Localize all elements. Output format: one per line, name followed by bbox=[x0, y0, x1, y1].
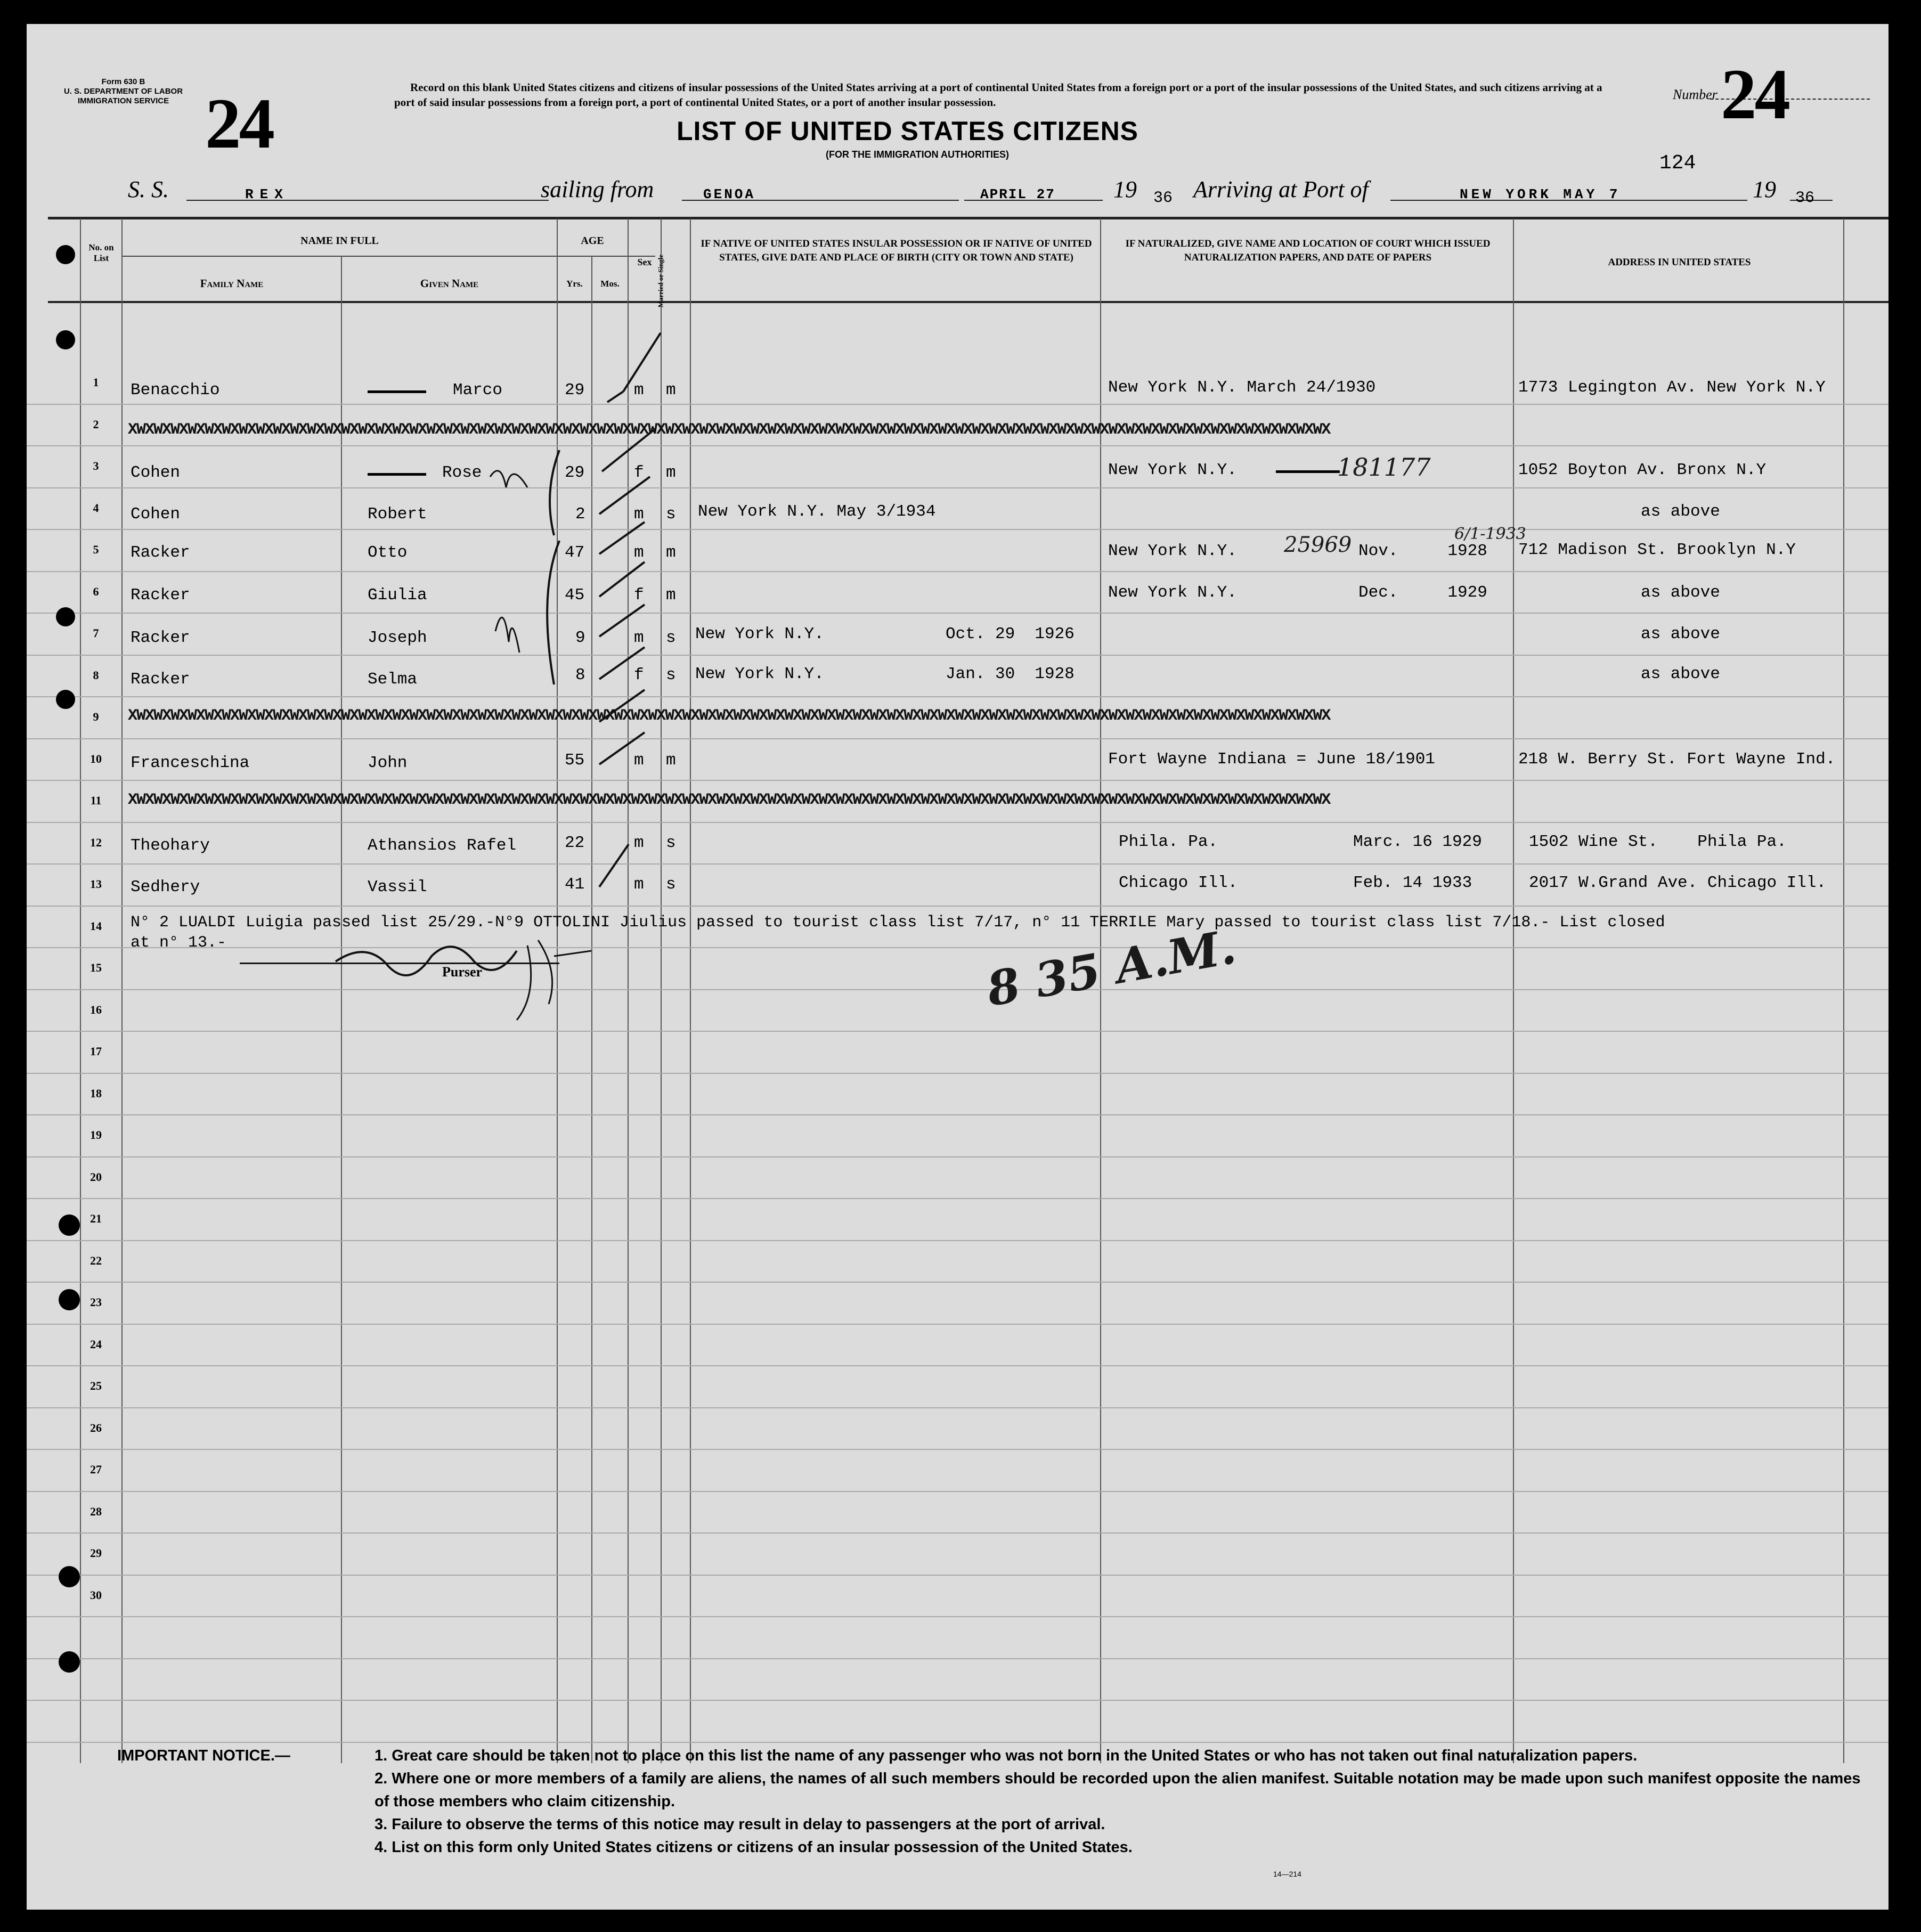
sex: f bbox=[634, 586, 644, 605]
port-to: NEW YORK MAY 7 bbox=[1460, 186, 1621, 202]
row-rule bbox=[27, 906, 1889, 907]
row-rule bbox=[27, 1031, 1889, 1032]
row-rule bbox=[27, 655, 1889, 656]
sex: m bbox=[634, 751, 644, 770]
year-prefix-to: 19 bbox=[1753, 176, 1776, 202]
col-mos: Mos. bbox=[600, 279, 620, 289]
row-rule bbox=[27, 1365, 1889, 1366]
sex: m bbox=[634, 834, 644, 852]
punch-hole bbox=[56, 607, 75, 626]
check-marks bbox=[591, 312, 666, 924]
naturalization: Fort Wayne Indiana = June 18/1901 bbox=[1108, 750, 1435, 769]
crossed-row-2: XWXWXWXWXWXWXWXWXWXWXWXWXWXWXWXWXWXWXWXWXWXWXWXWXWXWXWXWXWXWXWXWXWXWXWXWXWXWXWXWXWXWXWXWXWXWXWXWXWXWXWXWXWXWXWXWXWXWXWXWXWXWXWXWXWXWXWXWXWXWX bbox=[128, 421, 1330, 439]
given-name: Selma bbox=[368, 670, 418, 689]
row-rule bbox=[27, 1575, 1889, 1576]
row-rule bbox=[27, 1532, 1889, 1534]
punch-hole bbox=[56, 690, 75, 709]
row-rule bbox=[27, 1240, 1889, 1241]
age-group-rule bbox=[559, 256, 629, 257]
marital-status: m bbox=[666, 463, 676, 482]
given-name: Athansios Rafel bbox=[368, 836, 517, 855]
punch-hole bbox=[59, 1214, 80, 1236]
page-number: 124 bbox=[1659, 152, 1696, 175]
col-no-on-list: No. on List bbox=[88, 242, 114, 263]
sex: m bbox=[634, 505, 644, 524]
marital-status: m bbox=[666, 751, 676, 770]
col-yrs: Yrs. bbox=[566, 279, 583, 289]
col-age: AGE bbox=[581, 235, 604, 247]
department: U. S. DEPARTMENT OF LABOR bbox=[64, 87, 183, 96]
age: 45 bbox=[565, 586, 585, 605]
closing-note-line2: at n° 13.- bbox=[131, 934, 227, 952]
naturalization: New York N.Y. March 24/1930 bbox=[1108, 378, 1376, 397]
age: 41 bbox=[565, 875, 585, 894]
column-rule-native bbox=[690, 218, 691, 1763]
row-number: 9 bbox=[93, 710, 99, 723]
row-number: 8 bbox=[93, 668, 99, 682]
sex: m bbox=[634, 875, 644, 894]
date-from: APRIL 27 bbox=[980, 186, 1055, 202]
naturalization: New York N.Y. bbox=[1108, 542, 1237, 560]
strike-given-1 bbox=[368, 390, 426, 393]
column-rule-end bbox=[1843, 218, 1844, 1763]
row-number: 13 bbox=[90, 877, 102, 891]
table-header-rule bbox=[48, 301, 1889, 303]
row-number: 22 bbox=[90, 1253, 102, 1267]
crossed-row-11: XWXWXWXWXWXWXWXWXWXWXWXWXWXWXWXWXWXWXWXWXWXWXWXWXWXWXWXWXWXWXWXWXWXWXWXWXWXWXWXWXWXWXWXWXWXWXWXWXWXWXWXWXWXWXWXWXWXWXWXWXWXWXWXWXWXWXWXWXWXWX bbox=[128, 791, 1330, 809]
birth-date: Jan. 30 1928 bbox=[946, 665, 1075, 683]
col-married-single: Married or Single bbox=[656, 254, 665, 308]
column-rule-family bbox=[121, 218, 123, 1763]
notice-item: 4. List on this form only United States citizens or citizens of an insular possession of the United States. bbox=[375, 1839, 1133, 1856]
address: 712 Madison St. Brooklyn N.Y bbox=[1518, 541, 1796, 559]
row-number: 26 bbox=[90, 1421, 102, 1434]
col-naturalized: IF NATURALIZED, GIVE NAME AND LOCATION OF COURT WHICH ISSUED NATURALIZATION PAPERS, AND DATE OF PAPERS bbox=[1125, 238, 1491, 263]
row-rule bbox=[27, 529, 1889, 530]
given-name: Rose bbox=[442, 463, 482, 482]
row-number: 16 bbox=[90, 1002, 102, 1016]
row-number: 1 bbox=[93, 376, 99, 389]
row-number: 20 bbox=[90, 1170, 102, 1184]
row-rule bbox=[27, 1198, 1889, 1199]
year-to: 36 bbox=[1795, 189, 1815, 207]
row-number: 14 bbox=[90, 919, 102, 933]
arriving-label: Arriving at Port of bbox=[1193, 176, 1369, 202]
row-rule bbox=[27, 989, 1889, 990]
col-native: IF NATIVE OF UNITED STATES INSULAR POSSESSION OR IF NATIVE OF UNITED STATES, GIVE DATE AND PLACE OF BIRTH (CITY OR TOWN AND STATE) bbox=[701, 238, 1092, 263]
naturalization-date: Nov. 1928 bbox=[1358, 542, 1487, 560]
address: 1773 Legington Av. New York N.Y bbox=[1518, 378, 1826, 397]
print-code: 14—214 bbox=[1273, 1870, 1301, 1878]
closing-note-line1: N° 2 LUALDI Luigia passed list 25/29.-N°9 OTTOLINI Jiulius passed to tourist class list 7/17, n° 11 TERRILE Mary passed to tourist class list 7/18.- List closed bbox=[131, 914, 1665, 932]
strike-nat-3 bbox=[1276, 470, 1340, 473]
number-label: Number bbox=[1673, 87, 1717, 102]
row-rule bbox=[27, 1407, 1889, 1408]
row-number: 12 bbox=[90, 835, 102, 849]
row-rule bbox=[27, 1449, 1889, 1450]
given-name: Giulia bbox=[368, 586, 427, 605]
naturalization-date: Feb. 14 1933 bbox=[1353, 874, 1472, 892]
notice-item: 3. Failure to observe the terms of this notice may result in delay to passengers at the port of arrival. bbox=[375, 1816, 1105, 1833]
col-name-in-full: NAME IN FULL bbox=[300, 235, 379, 247]
row-rule bbox=[27, 1156, 1889, 1157]
row-rule bbox=[27, 571, 1889, 572]
row-number: 18 bbox=[90, 1086, 102, 1100]
age: 8 bbox=[575, 666, 585, 684]
purser-label: Purser bbox=[442, 964, 483, 980]
given-name: John bbox=[368, 754, 408, 772]
age: 29 bbox=[565, 381, 585, 400]
port-from: GENOA bbox=[703, 186, 756, 202]
handwritten-nat-date: 6/1-1933 bbox=[1454, 525, 1526, 543]
row-rule bbox=[27, 1114, 1889, 1115]
birth-date: Oct. 29 1926 bbox=[946, 625, 1075, 643]
row-rule bbox=[27, 1658, 1889, 1659]
age: 9 bbox=[575, 629, 585, 647]
handwritten-brackets bbox=[479, 439, 575, 695]
notice-item: 1. Great care should be taken not to place on this list the name of any passenger who was not born in the United States or who has not taken out final naturalization papers. bbox=[375, 1747, 1638, 1764]
row-rule bbox=[27, 404, 1889, 405]
ship-underline bbox=[186, 200, 549, 201]
naturalization: New York N.Y. bbox=[1108, 461, 1237, 479]
marital-status: s bbox=[666, 629, 676, 647]
punch-hole bbox=[56, 330, 75, 349]
row-number: 25 bbox=[90, 1379, 102, 1392]
row-rule bbox=[27, 947, 1889, 948]
form-number: Form 630 B bbox=[101, 77, 145, 86]
naturalization: Chicago Ill. bbox=[1119, 874, 1238, 892]
notice-item: 2. Where one or more members of a family are aliens, the names of all such members should be recorded upon the alien manifest. Suitable notation may be made upon such manifest opposite the names of those members who claim citizenship. bbox=[375, 1770, 1861, 1810]
row-rule bbox=[27, 863, 1889, 865]
row-number: 10 bbox=[90, 752, 102, 765]
birth-place: New York N.Y. bbox=[695, 625, 824, 643]
age: 2 bbox=[575, 505, 585, 524]
row-number: 28 bbox=[90, 1504, 102, 1518]
row-number: 21 bbox=[90, 1212, 102, 1225]
stamp-number-right: 24 bbox=[1721, 55, 1788, 134]
col-sex: Sex bbox=[637, 257, 652, 267]
sex: f bbox=[634, 463, 644, 482]
row-rule bbox=[27, 1073, 1889, 1074]
row-number: 24 bbox=[90, 1337, 102, 1351]
row-rule bbox=[27, 445, 1889, 446]
row-rule bbox=[27, 487, 1889, 488]
naturalization-date: Marc. 16 1929 bbox=[1353, 833, 1482, 851]
naturalization-date: Dec. 1929 bbox=[1358, 583, 1487, 602]
punch-hole bbox=[59, 1566, 80, 1587]
row-rule bbox=[27, 1282, 1889, 1283]
row-number: 4 bbox=[93, 501, 99, 515]
age: 55 bbox=[565, 751, 585, 770]
address: as above bbox=[1641, 665, 1720, 683]
given-name: Robert bbox=[368, 505, 427, 524]
birth-place: New York N.Y. bbox=[695, 665, 824, 683]
address: 1052 Boyton Av. Bronx N.Y bbox=[1518, 461, 1767, 479]
year-from: 36 bbox=[1153, 189, 1173, 207]
handwritten-nat-number: 181177 bbox=[1337, 453, 1431, 482]
punch-hole bbox=[59, 1289, 80, 1310]
family-name: Franceschina bbox=[131, 754, 250, 772]
row-rule bbox=[27, 738, 1889, 739]
marital-status: m bbox=[666, 543, 676, 562]
birth-place: New York N.Y. May 3/1934 bbox=[698, 502, 936, 521]
crossed-row-9: XWXWXWXWXWXWXWXWXWXWXWXWXWXWXWXWXWXWXWXWXWXWXWXWXWXWXWXWXWXWXWXWXWXWXWXWXWXWXWXWXWXWXWXWXWXWXWXWXWXWXWXWXWXWXWXWXWXWXWXWXWXWXWXWXWXWXWXWXWXWX bbox=[128, 707, 1330, 725]
family-name: Cohen bbox=[131, 463, 181, 482]
sex: m bbox=[634, 381, 644, 400]
table-top-rule bbox=[48, 217, 1889, 219]
address: as above bbox=[1641, 583, 1720, 602]
form-identifier bbox=[64, 77, 183, 106]
service: IMMIGRATION SERVICE bbox=[77, 96, 169, 105]
row-number: 2 bbox=[93, 417, 99, 431]
row-number: 19 bbox=[90, 1128, 102, 1142]
row-rule bbox=[27, 1324, 1889, 1325]
col-given-name: Given Name bbox=[420, 277, 479, 290]
marital-status: s bbox=[666, 875, 676, 894]
column-rule-address bbox=[1513, 218, 1514, 1763]
row-number: 7 bbox=[93, 626, 99, 640]
row-rule bbox=[27, 822, 1889, 823]
punch-hole bbox=[56, 245, 75, 264]
ss-label: S. S. bbox=[128, 176, 169, 202]
row-number: 11 bbox=[90, 794, 102, 807]
marital-status: s bbox=[666, 834, 676, 852]
punch-hole bbox=[59, 1651, 80, 1673]
notice-title: IMPORTANT NOTICE.— bbox=[117, 1747, 290, 1764]
row-number: 29 bbox=[90, 1546, 102, 1560]
handwritten-nat-number-2: 25969 bbox=[1284, 533, 1352, 557]
address: as above bbox=[1641, 625, 1720, 643]
row-rule bbox=[27, 1616, 1889, 1617]
family-name: Racker bbox=[131, 670, 190, 689]
stamp-number-left: 24 bbox=[205, 84, 273, 164]
sex: f bbox=[634, 666, 644, 684]
row-number: 23 bbox=[90, 1295, 102, 1309]
marital-status: s bbox=[666, 666, 676, 684]
row-rule bbox=[27, 1742, 1889, 1743]
page-subtitle: (FOR THE IMMIGRATION AUTHORITIES) bbox=[826, 149, 1009, 160]
family-name: Sedhery bbox=[131, 878, 200, 896]
sailing-label: sailing from bbox=[541, 176, 654, 202]
page-title: LIST OF UNITED STATES CITIZENS bbox=[677, 116, 1139, 146]
ship-name: REX bbox=[245, 186, 289, 202]
row-rule bbox=[27, 696, 1889, 697]
address: 218 W. Berry St. Fort Wayne Ind. bbox=[1518, 750, 1836, 769]
family-name: Cohen bbox=[131, 505, 181, 524]
inspector-time: 8 35 A.M. bbox=[982, 918, 1240, 1017]
sex: m bbox=[634, 543, 644, 562]
year-prefix-from: 19 bbox=[1113, 176, 1137, 202]
row-number: 3 bbox=[93, 459, 99, 472]
address: as above bbox=[1641, 502, 1720, 521]
marital-status: s bbox=[666, 505, 676, 524]
row-number: 27 bbox=[90, 1463, 102, 1476]
row-number: 15 bbox=[90, 961, 102, 974]
given-name: Marco bbox=[453, 381, 503, 400]
family-name: Racker bbox=[131, 543, 190, 562]
manifest-sheet bbox=[27, 24, 1889, 1910]
row-number: 6 bbox=[93, 584, 99, 598]
family-name: Benacchio bbox=[131, 381, 220, 400]
address: 1502 Wine St. Phila Pa. bbox=[1529, 833, 1787, 851]
naturalization: Phila. Pa. bbox=[1119, 833, 1218, 851]
row-rule bbox=[27, 780, 1889, 781]
given-name: Joseph bbox=[368, 629, 427, 647]
row-rule bbox=[27, 1491, 1889, 1492]
age: 47 bbox=[565, 543, 585, 562]
naturalization: New York N.Y. bbox=[1108, 583, 1237, 602]
family-name: Theohary bbox=[131, 836, 210, 855]
given-name: Vassil bbox=[368, 878, 427, 896]
col-family-name: Family Name bbox=[200, 277, 264, 290]
record-note: Record on this blank United States citizens and citizens of insular possessions of the United States arriving at a port of continental United States from a foreign port or a port of the insular possessions of the United States, and such citizens arriving at a port of said insular possessions from a foreign port, a port of continental United States, or a port of another insular possession. bbox=[394, 81, 1602, 109]
family-name: Racker bbox=[131, 629, 190, 647]
col-address: ADDRESS IN UNITED STATES bbox=[1608, 257, 1751, 268]
marital-status: m bbox=[666, 586, 676, 605]
family-name: Racker bbox=[131, 586, 190, 605]
sex: m bbox=[634, 629, 644, 647]
marital-status: m bbox=[666, 381, 676, 400]
address: 2017 W.Grand Ave. Chicago Ill. bbox=[1529, 874, 1827, 892]
row-rule bbox=[27, 613, 1889, 614]
given-name: Otto bbox=[368, 543, 408, 562]
row-number: 17 bbox=[90, 1045, 102, 1058]
column-rule-no bbox=[80, 218, 81, 1763]
row-rule bbox=[27, 1700, 1889, 1701]
age: 22 bbox=[565, 834, 585, 852]
row-number: 5 bbox=[93, 543, 99, 556]
row-number: 30 bbox=[90, 1588, 102, 1602]
age: 29 bbox=[565, 463, 585, 482]
strike-given-3 bbox=[368, 473, 426, 476]
